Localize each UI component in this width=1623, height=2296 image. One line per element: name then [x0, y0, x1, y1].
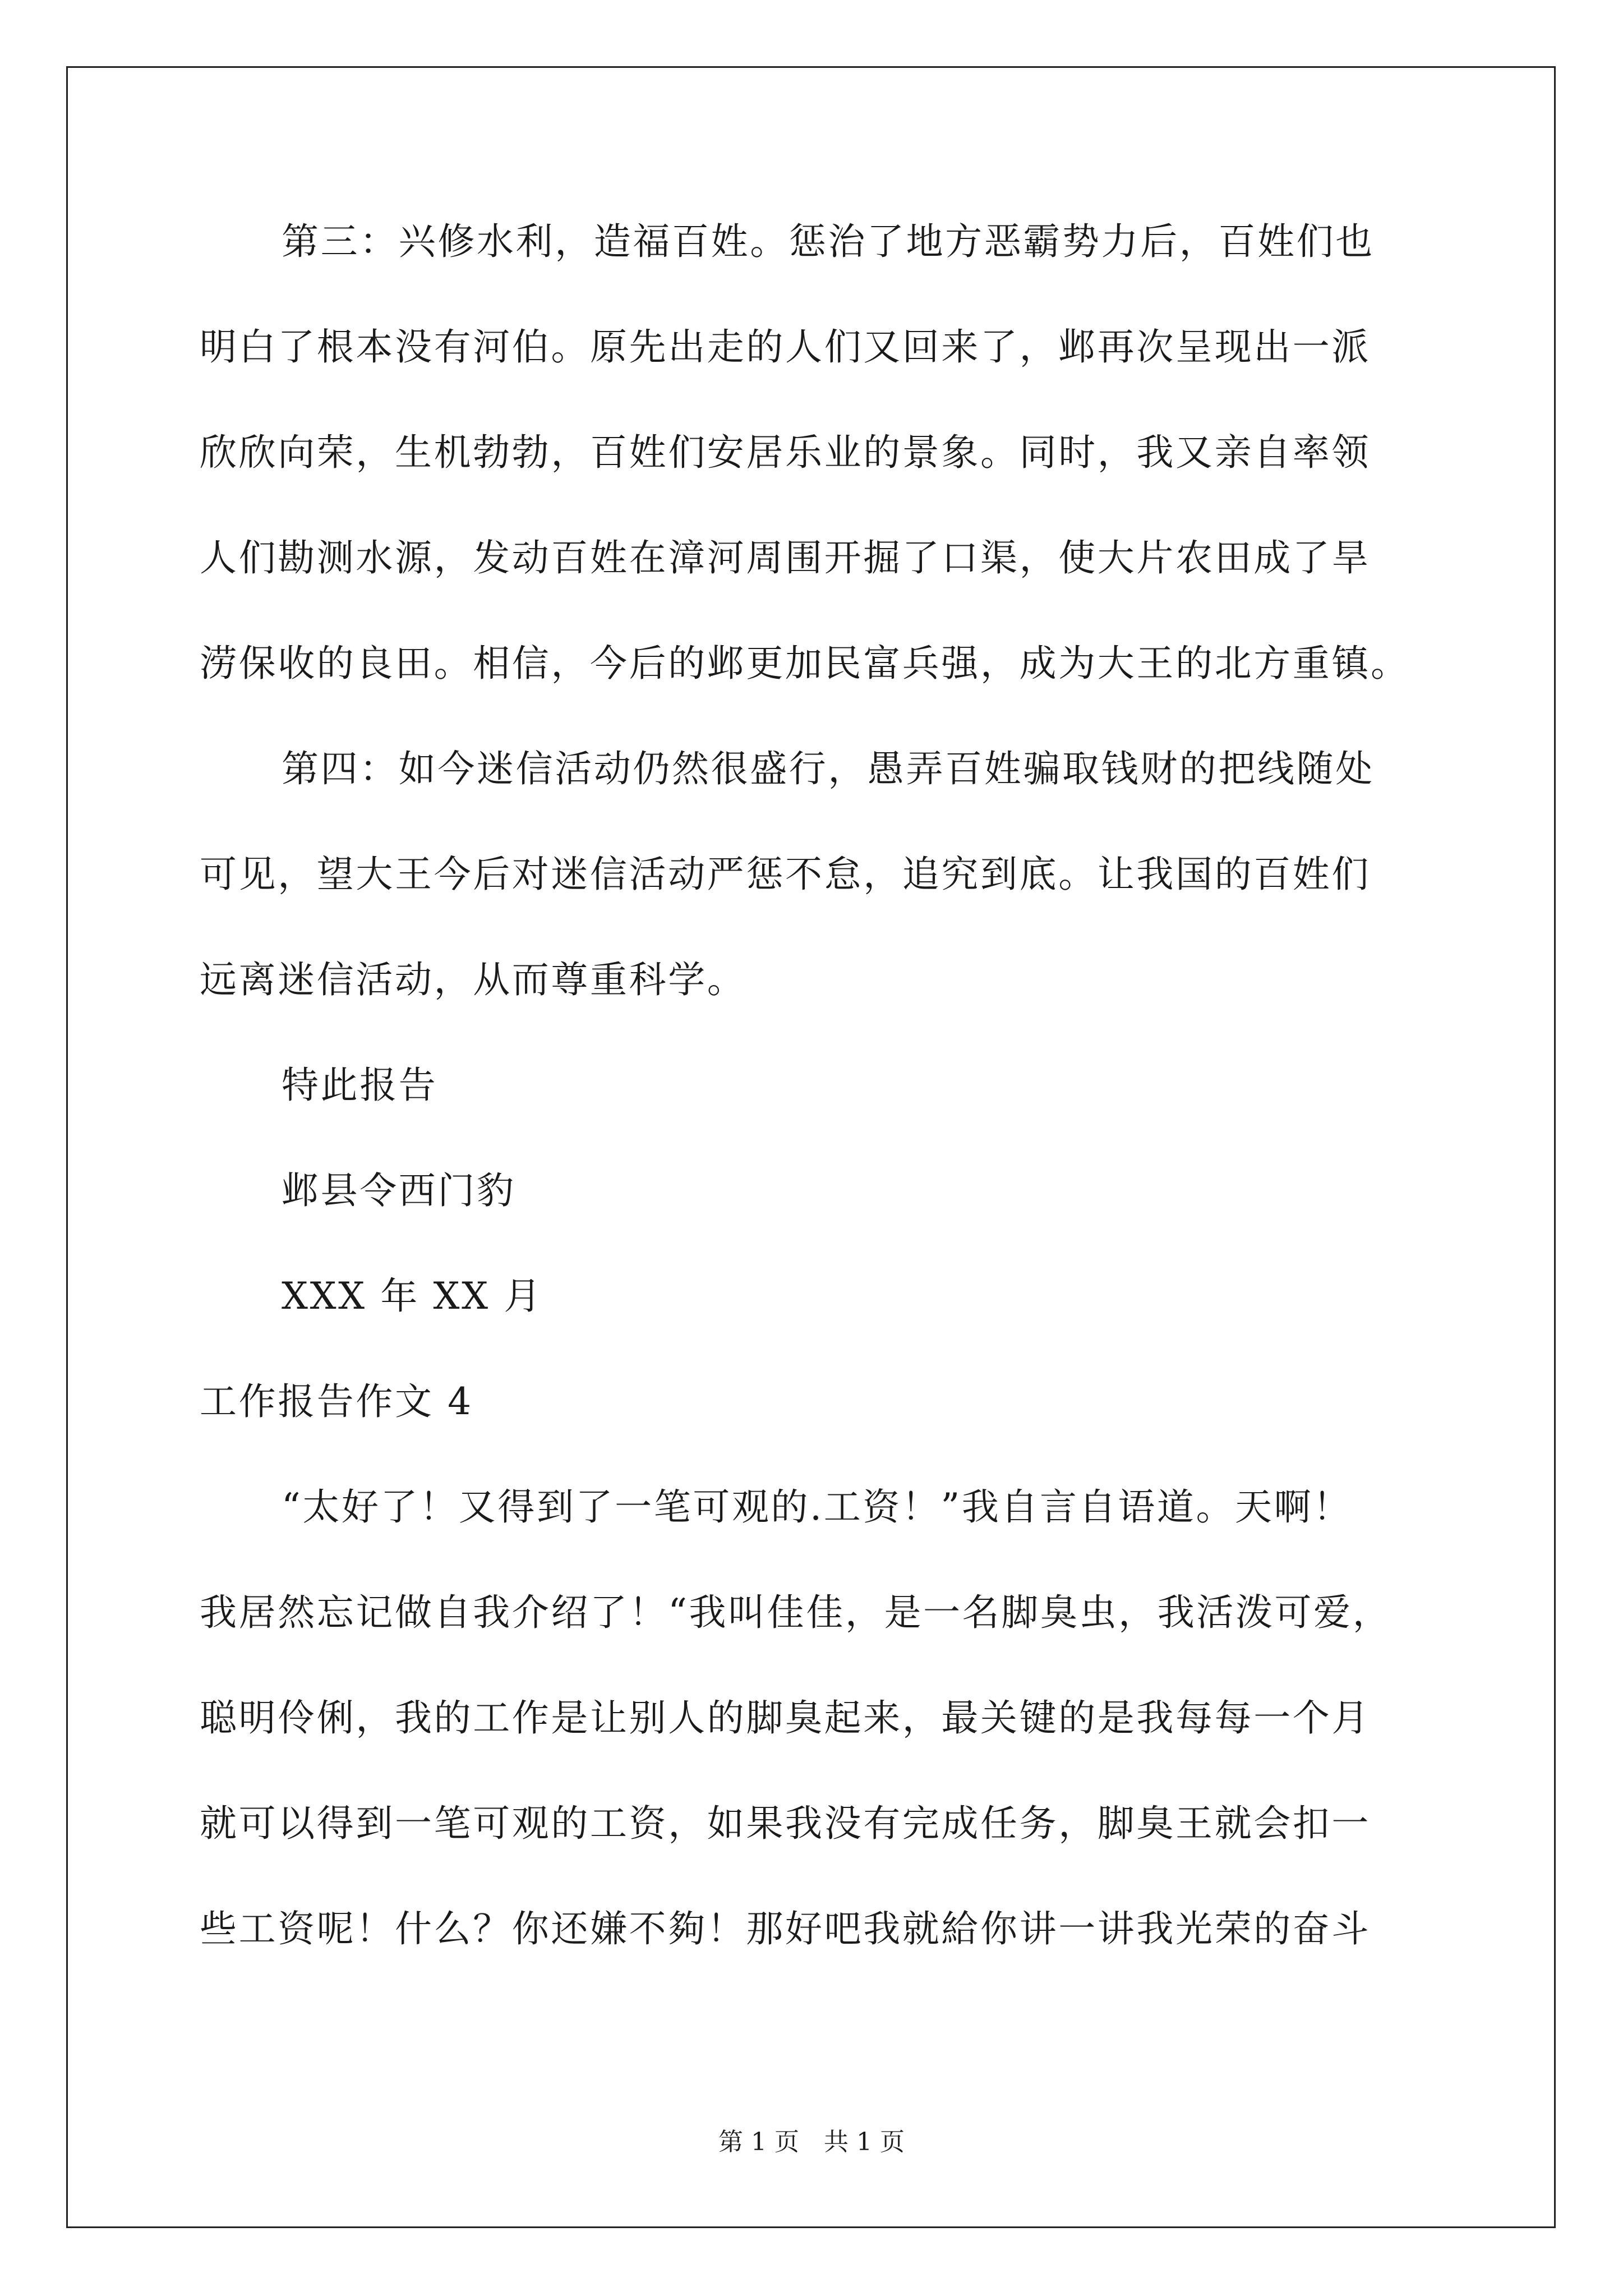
- text-line: 第三：兴修水利，造福百姓。惩治了地方恶霸势力后，百姓们也: [282, 220, 1375, 263]
- date-line: XXX 年 XX 月: [282, 1274, 543, 1318]
- text-line: 欣欣向荣，生机勃勃，百姓们安居乐业的景象。同时，我又亲自率领: [200, 431, 1371, 474]
- text-line: 可见，望大王今后对迷信活动严惩不怠，追究到底。让我国的百姓们: [200, 853, 1371, 896]
- text-line: 明白了根本没有河伯。原先出走的人们又回来了，邺再次呈现出一派: [200, 325, 1371, 369]
- text-line: 我居然忘记做自我介绍了！“我叫佳佳，是一名脚臭虫，我活泼可爱，: [200, 1591, 1392, 1634]
- signature-line: 邺县令西门豹: [282, 1169, 516, 1212]
- section-heading: 工作报告作文 4: [200, 1380, 473, 1423]
- page-number-footer: 第 1 页 共 1 页: [718, 2128, 905, 2156]
- document-body: [200, 220, 1428, 2016]
- text-line: 就可以得到一笔可观的工资，如果我没有完成任务，脚臭王就会扣一: [200, 1802, 1371, 1845]
- text-line: 人们勘测水源，发动百姓在漳河周围开掘了口渠，使大片农田成了旱: [200, 536, 1371, 579]
- text-line: 聪明伶俐，我的工作是让别人的脚臭起来，最关键的是我每每一个月: [200, 1696, 1371, 1740]
- text-line: 涝保收的良田。相信，今后的邺更加民富兵强，成为大王的北方重镇。: [200, 642, 1410, 685]
- text-line: 第四：如今迷信活动仍然很盛行，愚弄百姓骗取钱财的把线随处: [282, 747, 1375, 790]
- text-line: 些工资呢！什么？你还嫌不夠！那好吧我就給你讲一讲我光荣的奋斗: [200, 1907, 1371, 1950]
- text-line: “太好了！又得到了一笔可观的.工资！”我自言自语道。天啊！: [282, 1485, 1352, 1529]
- closing-line: 特此报告: [282, 1064, 438, 1107]
- text-line: 远离迷信活动，从而尊重科学。: [200, 958, 746, 1001]
